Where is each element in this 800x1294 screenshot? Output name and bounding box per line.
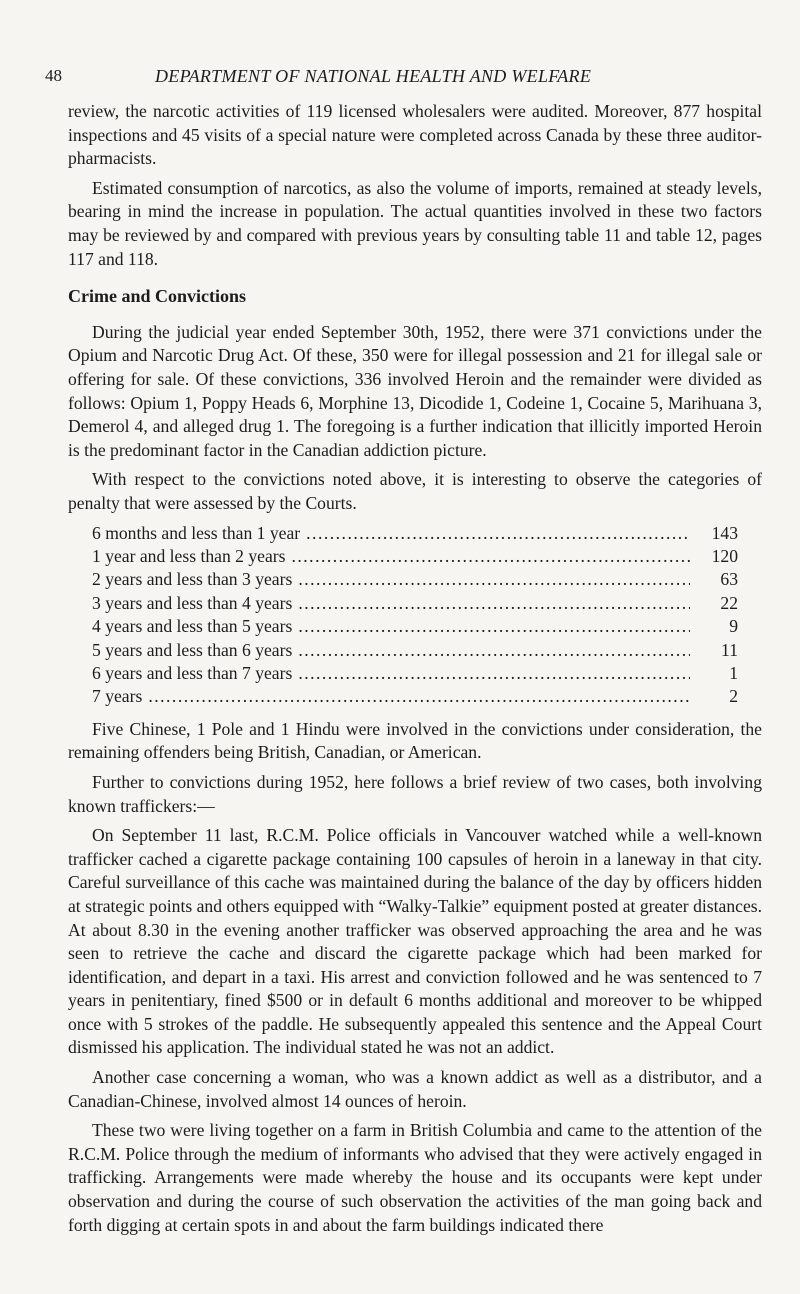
page-header	[45, 66, 760, 90]
penalty-category: 5 years and less than 6 years	[92, 639, 293, 660]
penalty-category: 6 years and less than 7 years	[92, 662, 293, 683]
paragraph: Five Chinese, 1 Pole and 1 Hindu were involved in the convictions under consideration, the remaining offenders being British, Canadian, or American.	[68, 718, 762, 763]
leader-dots	[292, 615, 690, 638]
page-body	[68, 100, 762, 1243]
conviction-count: 2	[729, 686, 738, 707]
leader-dots	[292, 639, 690, 662]
leader-dots	[142, 685, 690, 708]
paragraph: Another case concerning a woman, who was a known addict as well as a distributor, and a Canadian-Chinese, involved almost 14 ounces of heroin.	[68, 1067, 762, 1111]
table-row	[92, 522, 738, 545]
penalty-category: 7 years	[92, 686, 143, 707]
paragraph: review, the narcotic activities of 119 licensed wholesalers were audited. Moreover, 877 hospital inspections and 45 visits of a special nature were completed across Canada by these three auditor-pharmacists.	[68, 101, 762, 169]
leader-dots	[300, 522, 690, 545]
leader-dots	[285, 545, 690, 568]
conviction-count: 9	[729, 616, 738, 637]
penalty-category: 2 years and less than 3 years	[92, 569, 293, 590]
paragraph: During the judicial year ended September 30th, 1952, there were 371 convictions under the Opium and Narcotic Drug Act. Of these, 350 were for illegal possession and 21 for illegal sale or offering for sale. Of these convictions, 336 involved Heroin and the remainder were divided as follows: Opium 1, Poppy Heads 6, Morphine 13, Dicodide 1, Codeine 1, Cocaine 5, Marihuana 3, Demerol 4, and alleged drug 1. The foregoing is a further indication that illicitly imported Heroin is the predominant factor in the Canadian addiction picture.	[68, 321, 762, 460]
paragraph: Estimated consumption of narcotics, as also the volume of imports, remained at steady levels, bearing in mind the increase in population. The actual quantities involved in these two factors may be reviewed by and compared with previous years by consulting table 11 and table 12, pages 117 and 118.	[68, 177, 762, 269]
penalty-category: 4 years and less than 5 years	[92, 616, 293, 637]
leader-dots	[292, 592, 690, 615]
paragraph: These two were living together on a farm in British Columbia and came to the attention of the R.C.M. Police through the medium of informants who advised that they were actively engaged in trafficking. Arrangements were made whereby the house and its occupants were kept under observation and during the course of such observation the activities of the man going back and forth digging at certain spots in and about the farm buildings indicated there	[68, 1120, 762, 1235]
paragraph: Further to convictions during 1952, here follows a brief review of two cases, both involving known traffickers:—	[68, 771, 762, 816]
table-row	[92, 592, 738, 615]
table-row	[92, 662, 738, 685]
conviction-count: 143	[711, 522, 738, 543]
page-number: 48	[45, 66, 62, 85]
penalty-table	[92, 522, 738, 709]
conviction-count: 11	[721, 639, 738, 660]
table-row	[92, 545, 738, 568]
penalty-category: 3 years and less than 4 years	[92, 592, 293, 613]
leader-dots	[292, 662, 690, 685]
table-row	[92, 639, 738, 662]
conviction-count: 63	[720, 569, 738, 590]
leader-dots	[292, 568, 690, 591]
penalty-category: 6 months and less than 1 year	[92, 522, 301, 543]
section-heading: Crime and Convictions	[68, 286, 247, 307]
conviction-count: 1	[729, 662, 738, 683]
running-title: DEPARTMENT OF NATIONAL HEALTH AND WELFARE	[155, 66, 592, 86]
paragraph: With respect to the convictions noted above, it is interesting to observe the categories of penalty that were assessed by the Courts.	[68, 469, 762, 513]
table-row	[92, 615, 738, 638]
paragraph: On September 11 last, R.C.M. Police officials in Vancouver watched while a well-known trafficker cached a cigarette package containing 100 capsules of heroin in a laneway in that city. Careful surveillance of this cache was maintained during the balance of the day by officers hidden at strategic points and others equipped with “Walky-Talkie” equipment posted at greater distances. At about 8.30 in the evening another trafficker was observed approaching the area and he was seen to retrieve the cache and discard the cigarette package which had been marked for identification, and depart in a taxi. His arrest and conviction followed and he was sentenced to 7 years in penitentiary, fined $500 or in default 6 months additional and moreover to be whipped once with 5 strokes of the paddle. He subsequently appealed this sentence and the Appeal Court dismissed his application. The individual stated he was not an addict.	[68, 825, 762, 1058]
table-row	[92, 568, 738, 591]
conviction-count: 22	[720, 592, 738, 613]
penalty-category: 1 year and less than 2 years	[92, 545, 286, 566]
conviction-count: 120	[711, 545, 738, 566]
table-row	[92, 685, 738, 708]
